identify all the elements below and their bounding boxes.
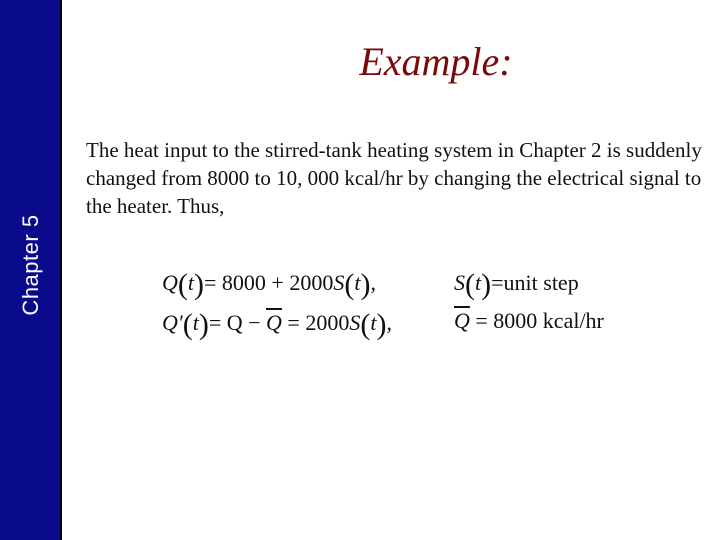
eq-var: Q′ xyxy=(162,310,183,335)
eq-rhs: = 2000 xyxy=(281,310,350,335)
eq-arg: t xyxy=(187,270,195,295)
eq-var: S xyxy=(454,270,465,295)
eq-fn-arg: t xyxy=(370,310,377,335)
eq-fn-arg: t xyxy=(354,270,361,295)
eq-arg: t xyxy=(192,310,199,335)
chapter-label: Chapter 5 xyxy=(18,214,43,316)
eq-bar-var: $\overline{Q}$ xyxy=(266,310,282,335)
equation-unit-step: S(t)=unit step xyxy=(454,268,579,301)
equation-q-bar xyxy=(454,308,604,334)
eq-rhs: =unit step xyxy=(491,270,579,295)
eq-tail: , xyxy=(386,310,392,335)
body-paragraph: The heat input to the stirred-tank heating system in Chapter 2 is suddenly changed from 8000 to 10, 000 kcal/hr by changing the electrical signal to the heater. Thus, xyxy=(86,138,702,218)
equation-q-of-t: Q(t)= 8000 + 2000S(t), xyxy=(162,268,376,301)
chapter-sidebar xyxy=(0,0,60,540)
eq-fn: S xyxy=(333,270,345,295)
eq-rhs: = 8000 kcal/hr xyxy=(469,308,604,333)
eq-fn: S xyxy=(349,310,361,335)
eq-var: Q xyxy=(162,270,178,295)
eq-tail: , xyxy=(370,270,376,295)
equation-q-prime: $Q'(t)= Q - \overline{Q} = 2000S(t)$, xyxy=(162,308,392,341)
slide-title: Example: xyxy=(359,39,513,84)
eq-bar-var: $\overline{Q}$ xyxy=(454,308,470,333)
eq-arg: t xyxy=(475,270,482,295)
eq-mid: = Q − xyxy=(208,310,267,335)
eq-rhs: = 8000 + 2000 xyxy=(204,270,334,295)
